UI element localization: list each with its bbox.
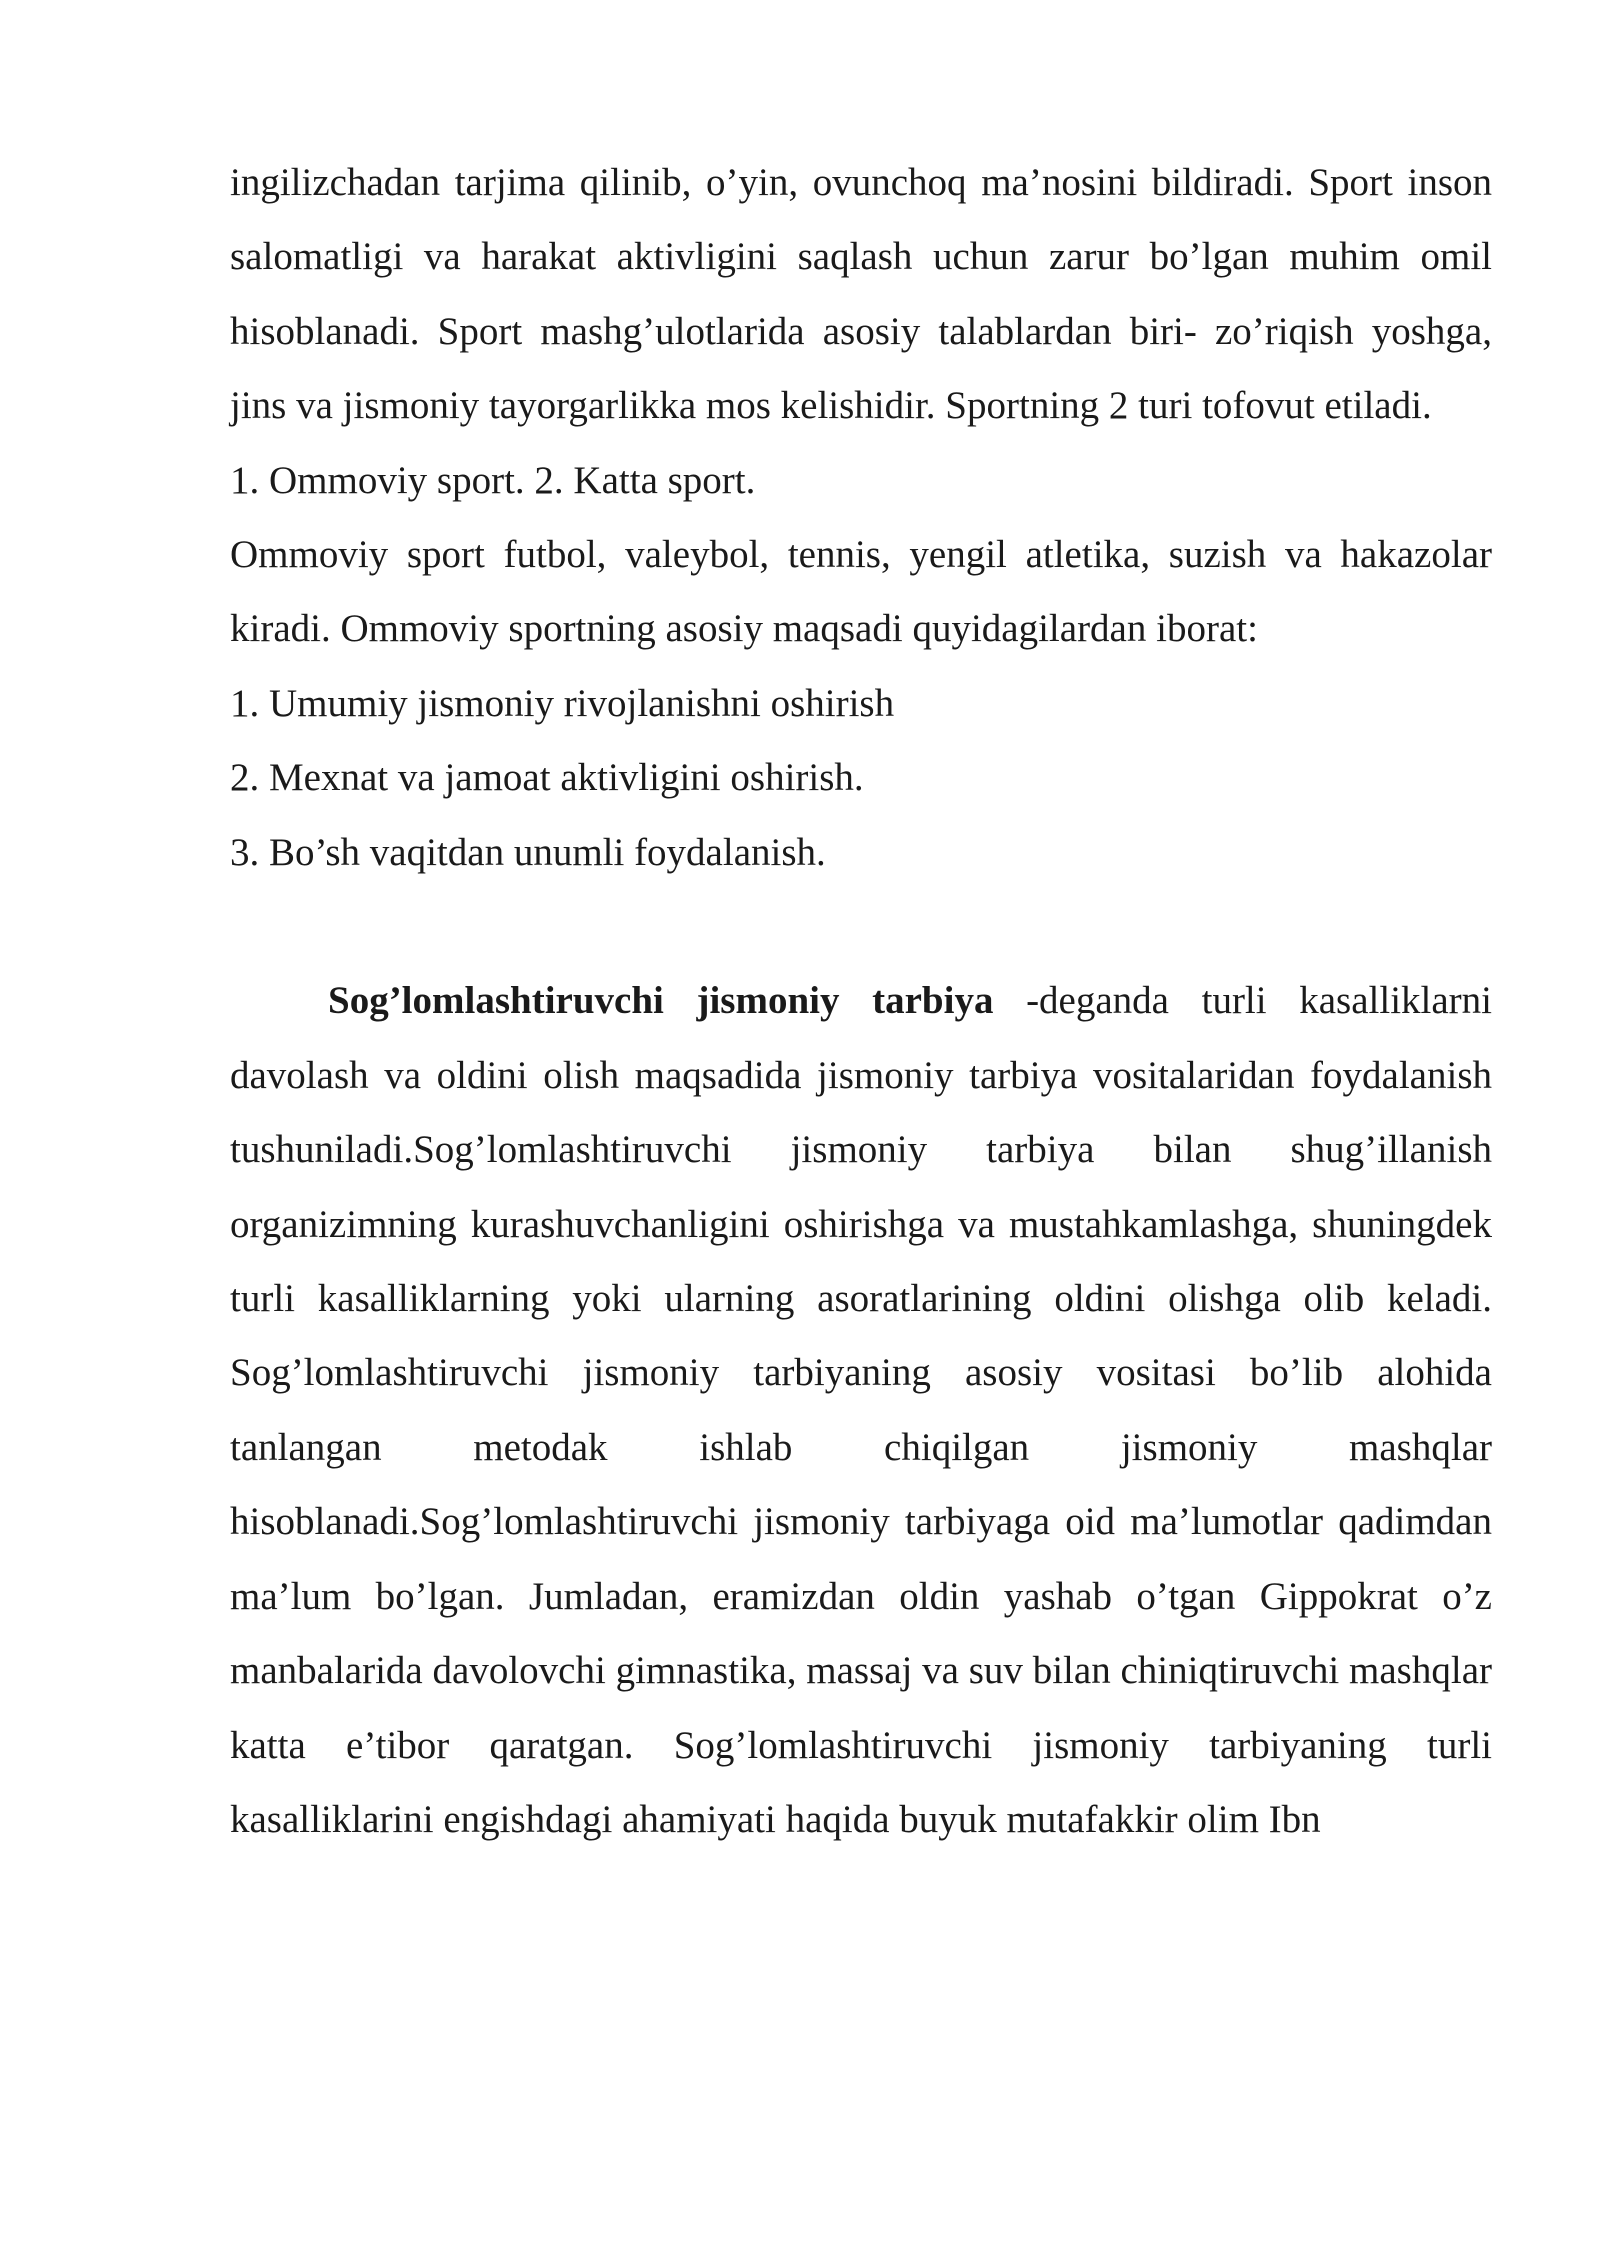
mass-sport-paragraph: Ommoviy sport futbol, valeybol, tennis, yengil atletika, suzish va hakazolar kiradi. Ommoviy sportning asosiy maqsadi quyidagilardan iborat:	[230, 533, 1492, 651]
sport-definition-paragraph: ingilizchadan tarjima qilinib, o’yin, ovunchoq ma’nosini bildiradi. Sport inson salomatligi va harakat aktivligini saqlash uchun zarur bo’lgan muhim omil hisoblanadi. Sport mashg’ulotlarida asosiy talablardan biri- zo’riqish yoshga, jins va jismoniy tayorgarlikka mos kelishidir. Sportning 2 turi tofovut etiladi.	[230, 161, 1492, 428]
goal-item: 1. Umumiy jismoniy rivojlanishni oshirish	[230, 681, 895, 725]
paragraph-spacer	[230, 890, 1492, 964]
healthy-pe-paragraph	[230, 964, 1492, 1857]
document-body	[230, 146, 1492, 1857]
sport-types-line: 1. Ommoviy sport. 2. Katta sport.	[230, 458, 756, 502]
goal-item: 2. Mexnat va jamoat aktivligini oshirish.	[230, 756, 864, 800]
section-body: -deganda turli kasalliklarni davolash va oldini olish maqsadida jismoniy tarbiya vositalaridan foydalanish tushuniladi.Sog’lomlashtiruvchi jismoniy tarbiya bilan shug’illanish organizimning kurashuvchanligini oshirishga va mustahkamlashga, shuningdek turli kasalliklarning yoki ularning asoratlarining oldini olishga olib keladi. Sog’lomlashtiruvchi jismoniy tarbiyaning asosiy vositasi bo’lib alohida tanlangan metodak ishlab chiqilgan jismoniy mashqlar hisoblanadi.Sog’lomlashtiruvchi jismoniy tarbiyaga oid ma’lumotlar qadimdan ma’lum bo’lgan. Jumladan, eramizdan oldin yashab o’tgan Gippokrat o’z manbalarida davolovchi gimnastika, massaj va suv bilan chiniqtiruvchi mashqlar katta e’tibor qaratgan. Sog’lomlashtiruvchi jismoniy tarbiyaning turli kasalliklarini engishdagi ahamiyati haqida buyuk mutafakkir olim Ibn	[230, 979, 1493, 1841]
section-term: Sog’lomlashtiruvchi jismoniy tarbiya	[328, 979, 994, 1023]
goal-item: 3. Bo’sh vaqitdan unumli foydalanish.	[230, 830, 826, 874]
